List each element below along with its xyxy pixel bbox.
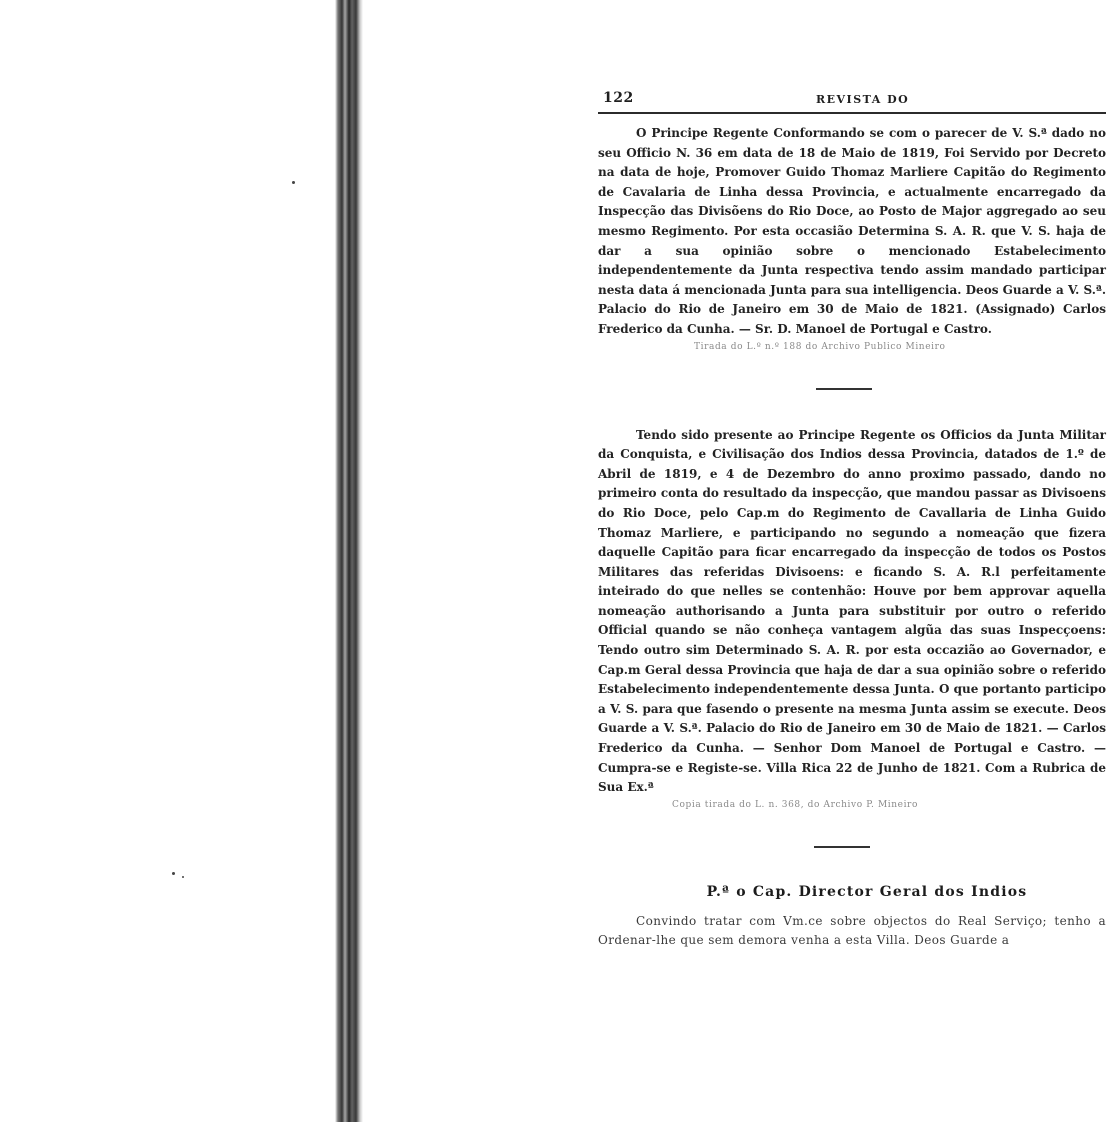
running-head: REVISTA DO [816,93,910,106]
section-divider [814,846,870,848]
document-page [598,88,1106,951]
section-title: P.ª o Cap. Director Geral dos Indios [706,883,1028,900]
paper-speck [182,876,184,878]
section-divider [816,388,872,390]
book-gutter [335,0,363,1122]
page-number: 122 [603,90,634,106]
paragraph-order: Convindo tratar com Vm.ce sobre objectos do Real Serviço; tenho a Ordenar-lhe que sem demora venha a esta Villa. Deos Guarde a [598,913,1106,948]
page-header [598,88,1106,114]
paragraph-decree: O Principe Regente Conformando se com o parecer de V. S.ª dado no seu Officio N. 36 em data de 18 de Maio de 1819, Foi Servido por Decreto na data de hoje, Promover Guido Thomaz Marliere Capitão do Regimento de Cavalaria de Linha dessa Provincia, e actualmente encarregado da Inspecção das Divisõens do Rio Doce, ao Posto de Major aggregado ao seu mesmo Regimento. Por esta occasião Determina S. A. R. que V. S. haja de dar a sua opinião sobre o mencionado Estabelecimento independentemente da Junta respectiva tendo assim mandado participar nesta data á mencionada Junta para sua intelligencia. Deos Guarde a V. S.ª. Palacio do Rio de Janeiro em 30 de Maio de 1821. (Assignado) Carlos Frederico da Cunha. — Sr. D. Manoel de Portugal e Castro. [598,126,1106,336]
paragraph-junta: Tendo sido presente ao Principe Regente os Officios da Junta Militar da Conquista, e Civilisação dos Indios dessa Provincia, datados de 1.º de Abril de 1819, e 4 de Dezembro do anno proximo passado, dando no primeiro conta do resultado da inspecção, que mandou passar as Divisoens do Rio Doce, pelo Cap.m do Regimento de Cavallaria de Linha Guido Thomaz Marliere, e participando no segundo a nomeação que fizera daquelle Capitão para ficar encarregado da inspecção de todos os Postos Militares das referidas Divisoens: e ficando S. A. R.l perfeitamente inteirado do que nelles se contenhão: Houve por bem approvar aquella nomeação authorisando a Junta para substituir por outro o referido Official quando se não conheça vantagem algũa das suas Inspecçoens: Tendo outro sim Determinado S. A. R. por esta occazião ao Governador, e Cap.m Geral dessa Provincia que haja de dar a sua opinião sobre o referido Estabelecimento independentemente dessa Junta. O que portanto participo a V. S. para que fasendo o presente na mesma Junta assim se execute. Deos Guarde a V. S.ª. Palacio do Rio de Janeiro em 30 de Maio de 1821. — Carlos Frederico da Cunha. — Senhor Dom Manoel de Portugal e Castro. — Cumpra-se e Registe-se. Villa Rica 22 de Junho de 1821. Com a Rubrica de Sua Ex.ª [598,427,1106,795]
paper-speck [172,872,175,875]
source-citation: Copia tirada do L. n. 368, do Archivo P. Mineiro [672,799,918,810]
paper-speck [292,181,295,184]
source-citation: Tirada do L.º n.º 188 do Archivo Publico Mineiro [694,341,946,352]
